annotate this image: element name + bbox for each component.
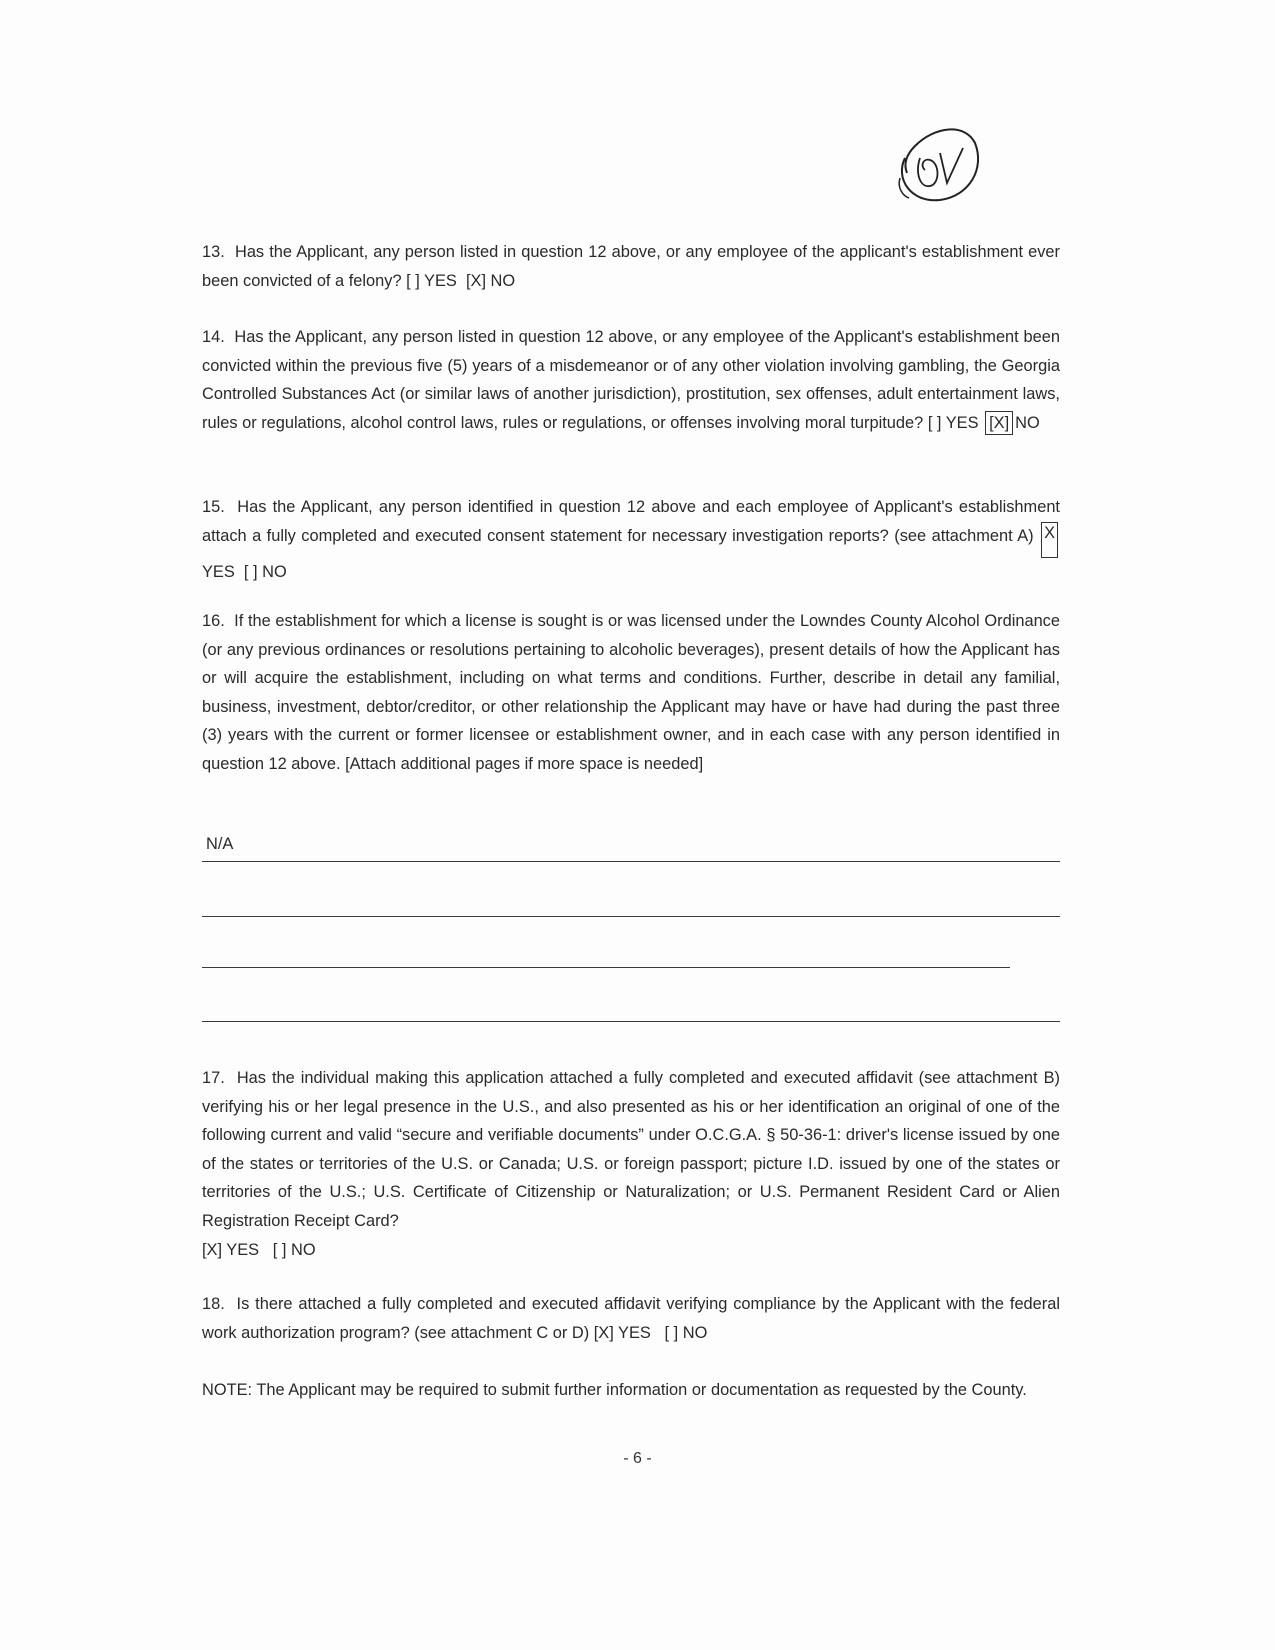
question-number: 14. [202,328,225,346]
question-text: Has the Applicant, any person identified in question 12 above and each employee of Applicant's establishment attach a fully completed and executed consent statement for necessary investigation reports? (see attachment A) [202,498,1060,545]
question-number: 15. [202,498,225,516]
yes-checkbox-mark: X [1041,522,1058,558]
no-checkbox-mark: [X] [985,411,1013,435]
note: NOTE: The Applicant may be required to submit further information or documentation as requested by the County. [202,1381,1027,1399]
question-text: Has the Applicant, any person listed in question 12 above, or any employee of the Applicant's establishment been convicted within the previous five (5) years of a misdemeanor or of any other violation involving gambling, the Georgia Controlled Substances Act (or similar laws of another jurisdiction), prostitution, sex offenses, adult entertainment laws, rules or regulations, alcohol control laws, rules or regulations, or offenses involving moral turpitude? [202,328,1060,432]
question-number: 13. [202,243,225,261]
answer-line [202,833,1060,862]
question-17 [202,1064,1060,1264]
no-option: [ ] NO [272,1240,316,1259]
no-label: NO [1015,413,1040,432]
question-15 [202,493,1060,586]
no-option: [ ] NO [243,562,287,581]
question-text: Has the individual making this application attached a fully completed and executed affidavit (see attachment B) verifying his or her legal presence in the U.S., and also presented as his or her identification an original of one of the following current and valid “secure and verifiable documents” under O.C.G.A. § 50-36-1: driver's license issued by one of the states or territories of the U.S. or Canada; U.S. or foreign passport; picture I.D. issued by one of the states or territories of the U.S.; U.S. Certificate of Citizenship or Naturalization; or U.S. Permanent Resident Card or Alien Registration Receipt Card? [202,1069,1060,1230]
question-number: 18. [202,1295,225,1313]
answer-line [202,888,1060,917]
no-option: [ ] NO [664,1323,708,1342]
question-number: 16. [202,612,225,630]
question-text: Is there attached a fully completed and executed affidavit verifying compliance by the Applicant with the federal work authorization program? (see attachment C or D) [202,1295,1061,1342]
question-14 [202,323,1060,437]
question-text: Has the Applicant, any person listed in question 12 above, or any employee of the applicant's establishment ever been convicted of a felony? [202,243,1061,290]
yes-option: [ ] YES [927,413,979,432]
yes-option: [ ] YES [406,271,457,290]
question-text: If the establishment for which a license is sought is or was licensed under the Lowndes County Alcohol Ordinance (or any previous ordinances or resolutions pertaining to alcoholic beverages), present details of how the Applicant has or will acquire the establishment, including on what terms and conditions. Further, describe in detail any familial, business, investment, debtor/creditor, or other relationship the Applicant may have or have had during the past three (3) years with the current or former licensee or establishment owner, and in each case with any person identified in question 12 above. [Attach additional pages if more space is needed] [202,612,1060,773]
answer-line [202,993,1060,1022]
question-13 [202,238,1060,295]
answer-line [202,939,1010,968]
yes-label: YES [202,562,235,581]
no-option: [X] NO [465,271,516,290]
handwritten-initials-icon [885,118,995,213]
question-number: 17. [202,1069,225,1087]
answer-text: N/A [206,835,234,854]
yes-option: [X] YES [593,1323,651,1342]
question-18 [202,1290,1060,1347]
yes-option: [X] YES [202,1240,260,1259]
page-number: - 6 - [623,1450,652,1467]
question-16 [202,607,1060,779]
